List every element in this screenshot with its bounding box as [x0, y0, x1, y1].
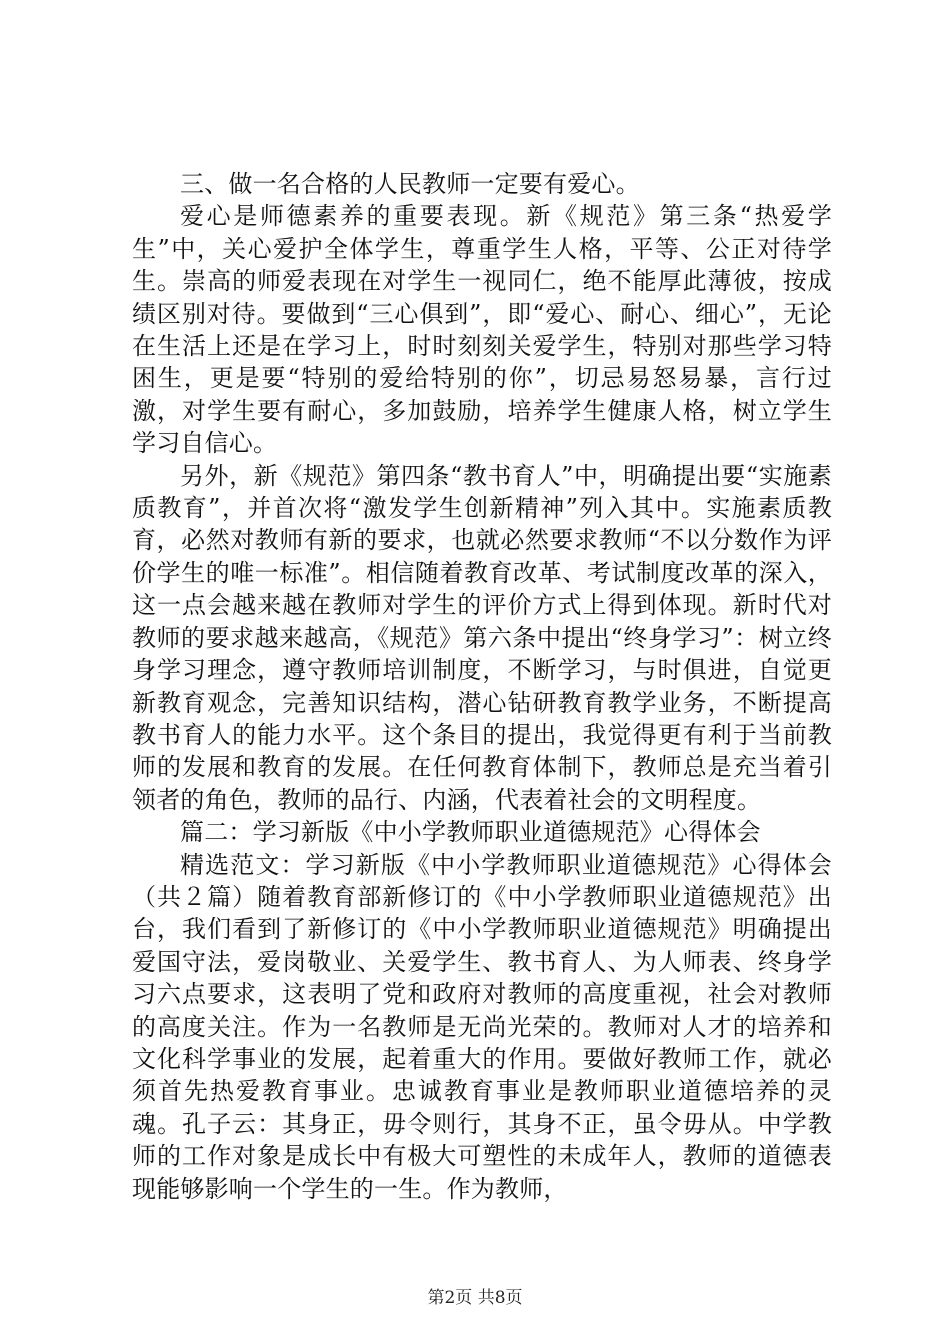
paragraph: 爱心是师德素养的重要表现。新《规范》第三条“热爱学生”中，关心爱护全体学生，尊重学生人格，平等、公正对待学生。崇高的师爱表现在对学生一视同仁，绝不能厚此薄彼，按成绩区别对待。要做到“三心俱到”，即“爱心、耐心、细心”，无论在生活上还是在学习上，时时刻刻关爱学生，特别对那些学习特困生，更是要“特别的爱给特别的你”，切忌易怒易暴，言行过激，对学生要有耐心，多加鼓励，培养学生健康人格，树立学生学习自信心。: [132, 202, 832, 458]
page-number-footer: 第2页 共8页: [427, 1288, 523, 1308]
article-title: 篇二：学习新版《中小学教师职业道德规范》心得体会: [180, 818, 761, 847]
paragraph: 精选范文：学习新版《中小学教师职业道德规范》心得体会（共２篇）随着教育部新修订的《中小学教师职业道德规范》出台，我们看到了新修订的《中小学教师职业道德规范》明确提出爱国守法，爱岗敬业、关爱学生、教书育人、为人师表、终身学习六点要求，这表明了党和政府对教师的高度重视，社会对教师的高度关注。作为一名教师是无尚光荣的。教师对人才的培养和文化科学事业的发展，起着重大的作用。要做好教师工作，就必须首先热爱教育事业。忠诚教育事业是教师职业道德培养的灵魂。孔子云：其身正，毋令则行，其身不正，虽令毋从。中学教师的工作对象是成长中有极大可塑性的未成年人，教师的道德表现能够影响一个学生的一生。作为教师，: [132, 850, 832, 1203]
section-heading: 三、做一名合格的人民教师一定要有爱心。: [180, 170, 640, 198]
document-body: [132, 168, 832, 1205]
paragraph: 另外，新《规范》第四条“教书育人”中，明确提出要“实施素质教育”，并首次将“激发学生创新精神”列入其中。实施素质教育，必然对教师有新的要求，也就必然要求教师“不以分数作为评价学生的唯一标准”。相信随着教育改革、考试制度改革的深入，这一点会越来越在教师对学生的评价方式上得到体现。新时代对教师的要求越来越高，《规范》第六条中提出“终身学习”：树立终身学习理念，遵守教师培训制度，不断学习，与时俱进，自觉更新教育观念，完善知识结构，潜心钻研教育教学业务，不断提高教书育人的能力水平。这个条目的提出，我觉得更有利于当前教师的发展和教育的发展。在任何教育体制下，教师总是充当着引领者的角色，教师的品行、内涵，代表着社会的文明程度。: [132, 461, 832, 814]
